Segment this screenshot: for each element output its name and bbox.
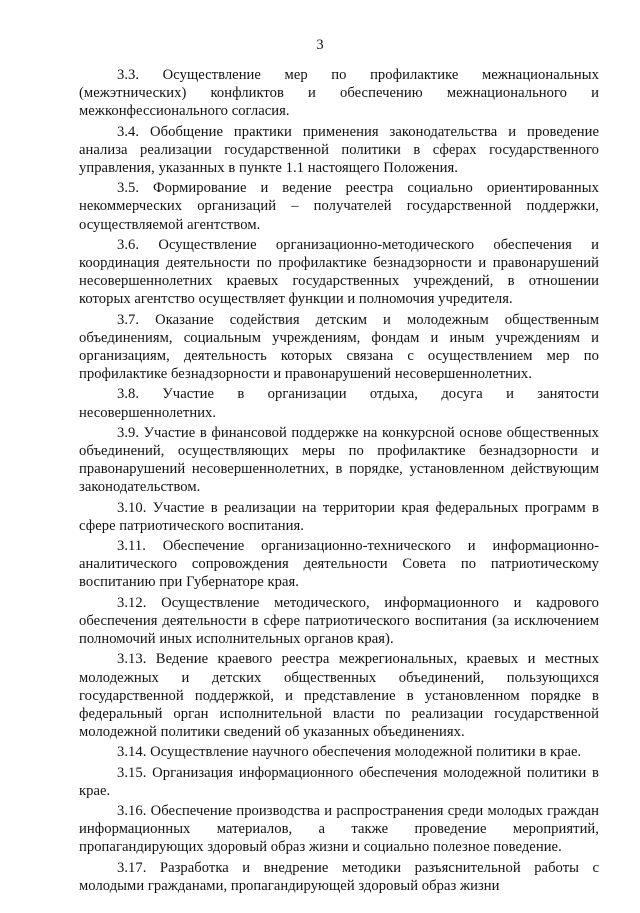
paragraph-3-6: 3.6. Осуществление организационно-методического обеспечения и координация деятельности по профилактике безнадзорности и правонарушений несовершеннолетних краевых государственных учреждений, в отношении которых агентство осуществляет функции и полномочия учредителя. <box>79 236 599 308</box>
paragraph-3-7: 3.7. Оказание содействия детским и молодежным общественным объединениям, социальным учреждениям, фондам и иным учреждениям и организациям, деятельность которых связана с осуществлением мер по профилактике безнадзорности и правонарушений несовершеннолетних. <box>79 311 599 383</box>
paragraph-3-8: 3.8. Участие в организации отдыха, досуга и занятости несовершеннолетних. <box>79 386 599 421</box>
paragraph-3-15: 3.15. Организация информационного обеспечения молодежной политики в крае. <box>79 764 599 799</box>
paragraph-3-3: 3.3. Осуществление мер по профилактике межнациональных (межэтнических) конфликтов и обеспечению межнационального и межконфессионального согласия. <box>79 67 599 120</box>
paragraph-3-12: 3.12. Осуществление методического, информационного и кадрового обеспечения деятельности в сфере патриотического воспитания (за исключением полномочий иных исполнительных органов края). <box>79 594 599 648</box>
paragraph-3-17: 3.17. Разработка и внедрение методики разъяснительной работы с молодыми гражданами, пропагандирующей здоровый образ жизни <box>79 859 599 894</box>
paragraph-3-14: 3.14. Осуществление научного обеспечения молодежной политики в крае. <box>117 744 582 761</box>
paragraph-3-11: 3.11. Обеспечение организационно-технического и информационно-аналитического сопровождения деятельности Совета по патриотическому воспитанию при Губернаторе края. <box>79 538 599 591</box>
paragraph-3-9: 3.9. Участие в финансовой поддержке на конкурсной основе общественных объединений, осуществляющих меры по профилактике безнадзорности и правонарушений несовершеннолетних, в порядке, установленном действующим законодательством. <box>79 424 599 496</box>
paragraph-3-13: 3.13. Ведение краевого реестра межрегиональных, краевых и местных молодежных и детских общественных объединений, пользующихся государственной поддержкой, и представление в установленном порядке в федеральный орган исполнительной власти по реализации государственной молодежной политики сведений об указанных объединениях. <box>79 651 599 741</box>
paragraph-3-16: 3.16. Обеспечение производства и распространения среди молодых граждан информационных материалов, а также проведение мероприятий, пропагандирующих здоровый образ жизни и социально полезное поведение. <box>79 802 599 856</box>
paragraph-3-10: 3.10. Участие в реализации на территории края федеральных программ в сфере патриотического воспитания. <box>79 499 599 534</box>
paragraph-3-4: 3.4. Обобщение практики применения законодательства и проведение анализа реализации государственной политики в сферах государственного управления, указанных в пункте 1.1 настоящего Положения. <box>79 123 599 177</box>
paragraph-3-5: 3.5. Формирование и ведение реестра социально ориентированных некоммерческих организаций – получателей государственной поддержки, осуществляемой агентством. <box>79 180 599 233</box>
page-number: 3 <box>316 37 324 53</box>
document-body <box>79 66 599 897</box>
